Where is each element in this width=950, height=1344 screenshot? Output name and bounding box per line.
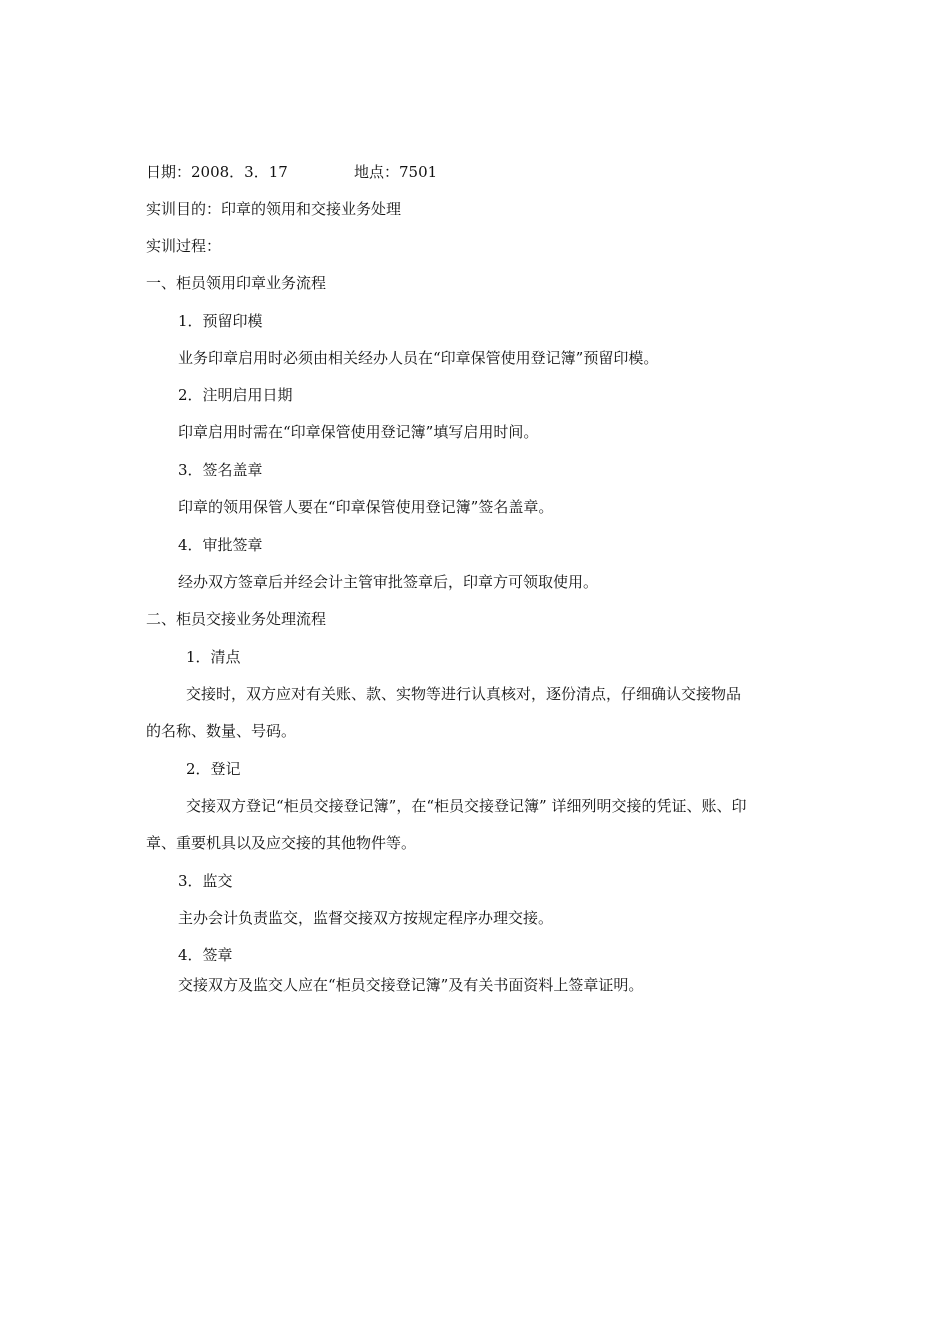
section-1-title: 一、柜员领用印章业务流程 (146, 274, 327, 292)
section-1-step-4-title: 4．审批签章 (178, 536, 263, 554)
section-2-step-3-body: 主办会计负责监交，监督交接双方按规定程序办理交接。 (178, 909, 554, 927)
section-2-step-3-title: 3．监交 (178, 872, 233, 890)
section-1-step-3-title: 3．签名盖章 (178, 461, 263, 479)
section-1-step-4-body: 经办双方签章后并经会计主管审批签章后，印章方可领取使用。 (178, 573, 599, 591)
section-2-title: 二、柜员交接业务处理流程 (146, 610, 327, 628)
section-1-step-1-title: 1．预留印模 (178, 312, 263, 330)
section-2-step-4-body: 交接双方及监交人应在“柜员交接登记簿”及有关书面资料上签章证明。 (178, 976, 644, 994)
section-2-step-1-body-line-2: 的名称、数量、号码。 (146, 722, 297, 740)
section-2-step-4-title: 4．签章 (178, 946, 233, 964)
date-text: 日期：2008．3．17 (146, 163, 288, 181)
section-2-step-2-body-line-2: 章、重要机具以及应交接的其他物件等。 (146, 834, 417, 852)
section-2-step-1-body-line-1: 交接时，双方应对有关账、款、实物等进行认真核对，逐份清点，仔细确认交接物品 (186, 685, 742, 703)
section-1-step-1-body: 业务印章启用时必须由相关经办人员在“印章保管使用登记簿”预留印模。 (178, 349, 659, 367)
section-2-step-1-title: 1．清点 (186, 648, 241, 666)
section-1-step-2-body: 印章启用时需在“印章保管使用登记簿”填写启用时间。 (178, 423, 539, 441)
process-label: 实训过程： (146, 237, 222, 255)
header-line (146, 162, 288, 182)
location-text: 地点：7501 (354, 163, 438, 181)
section-2-step-2-body-line-1: 交接双方登记“柜员交接登记簿”，在“柜员交接登记簿” 详细列明交接的凭证、账、印 (186, 797, 747, 815)
section-1-step-2-title: 2．注明启用日期 (178, 386, 293, 404)
section-1-step-3-body: 印章的领用保管人要在“印章保管使用登记簿”签名盖章。 (178, 498, 554, 516)
purpose-text: 实训目的：印章的领用和交接业务处理 (146, 200, 402, 218)
section-2-step-2-title: 2．登记 (186, 760, 241, 778)
